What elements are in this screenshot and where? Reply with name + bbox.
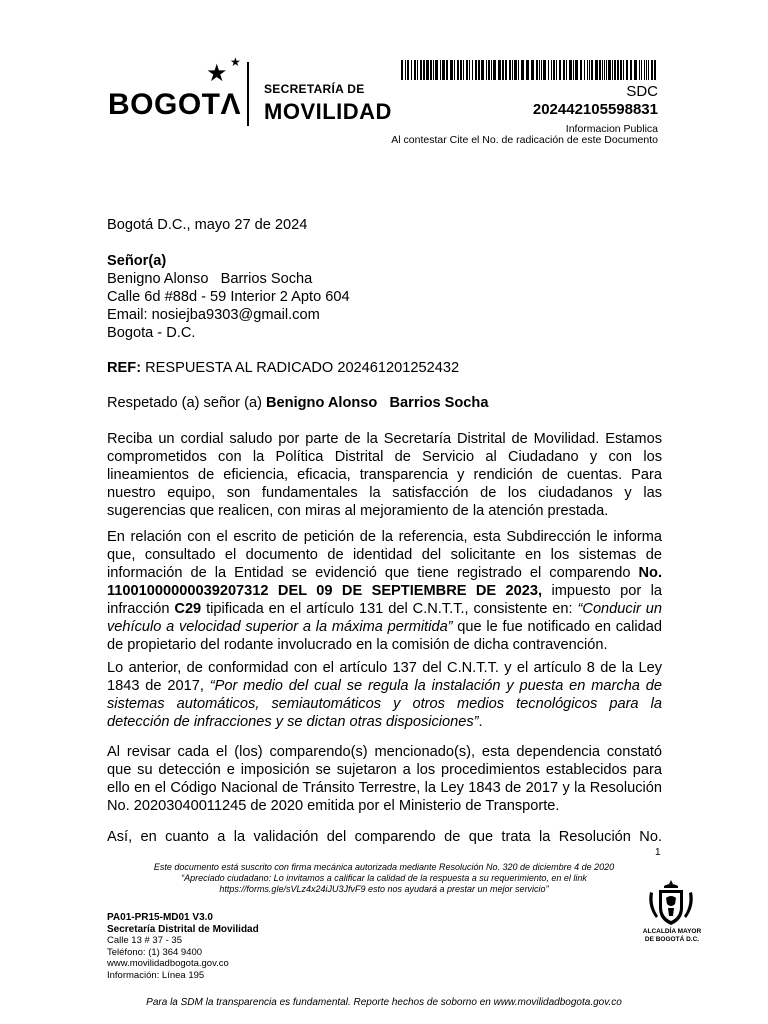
ref-label: REF: [107,360,142,376]
greeting-name: Benigno Alonso Barrios Socha [266,395,489,411]
barcode-bar [493,60,496,80]
logo-movilidad: MOVILIDAD [264,99,392,124]
infraction-description: “Conducir un vehículo a velocidad superior a la máxima permitida” [107,601,662,635]
barcode-bar [551,60,552,80]
barcode-bar [414,60,416,80]
barcode-bar [589,60,590,80]
barcode-bar [463,60,464,80]
crest-label-line1: ALCALDÍA MAYOR [642,928,702,935]
barcode-bar [639,60,640,80]
barcode-bar [634,60,637,80]
greeting-prefix: Respetado (a) señor (a) [107,395,266,411]
date-line: Bogotá D.C., mayo 27 de 2024 [107,217,308,233]
barcode-bar [491,60,492,80]
barcode-bar [646,60,647,80]
barcode-bar [472,60,473,80]
para2-text-e: tipificada en el artículo 131 del C.N.T.T., consistente en: [201,601,578,617]
phone: Teléfono: (1) 364 9400 [107,946,203,958]
barcode-bar [526,60,529,80]
recipient-address: Calle 6d #88d - 59 Interior 2 Apto 604 [107,289,350,305]
barcode-bar [620,60,622,80]
barcode-bar [442,60,445,80]
barcode-bar [435,60,438,80]
star-icon: ★ [206,60,228,87]
barcode-bar [569,60,572,80]
crest-label-line2: DE BOGOTÁ D.C. [644,936,700,943]
barcode-bar [651,60,653,80]
barcode-bar [454,60,455,80]
barcode-bar [521,60,524,80]
barcode-bar [626,60,628,80]
bogota-movilidad-logo [108,55,392,132]
para2-text-g: que le fue notificado en calidad de propietario del rodante involucrado en la comisión de dicha contravención. [107,619,662,653]
barcode-bar [604,60,605,80]
barcode-bar [457,60,459,80]
barcode-bar [433,60,434,80]
barcode-bar [411,60,412,80]
barcode-bar [575,60,578,80]
para2-text-c: impuesto por la infracción [107,583,662,617]
barcode-bar [518,60,519,80]
info-publica: Informacion Publica [565,123,658,135]
law-quote: “Por medio del cual se regula la instalación y puesta en marcha de sistemas automáticos, semiautomáticos y otros medios tecnológicos para la detección de infracciones y se dictan otras disposiciones” [107,678,662,730]
barcode-bar [606,60,607,80]
barcode-bar [446,60,448,80]
para2-text-a: En relación con el escrito de petición de la referencia, esta Subdirección le informa que, consultado el documento de identidad del solicitante en los sistemas de información de la Entidad se evidenció que tiene registrado el comparendo [107,529,662,581]
barcode-bar [563,60,565,80]
barcode-bar [608,60,611,80]
barcode-bar [559,60,561,80]
barcode-bar [450,60,453,80]
bogota-crest-icon [642,878,700,928]
barcode-bar [580,60,582,80]
barcode-bar [430,60,432,80]
barcode-bar [512,60,513,80]
paragraph-validation: Así, en cuanto a la validación del comparendo de que trata la Resolución No. [107,829,662,845]
recipient-block [107,252,662,342]
barcode-bar [405,60,406,80]
barcode-bar [614,60,616,80]
barcode-bar [539,60,540,80]
barcode-bar [481,60,484,80]
small-star-icon: ★ [230,55,241,69]
para3-text-a: Lo anterior, de conformidad con el artículo 137 del C.N.T.T. y el artículo 8 de la Ley 1843 de 2017, [107,660,662,694]
comparendo-number: No. 11001000000039207312 DEL 09 DE SEPTIEMBRE DE 2023, [107,565,662,599]
barcode-bar [502,60,504,80]
barcode-bar [602,60,603,80]
barcode-bar [514,60,517,80]
barcode-bar [591,60,593,80]
barcode-bar [475,60,477,80]
barcode-bar [595,60,598,80]
barcode-bar [541,60,542,80]
barcode-bar [644,60,645,80]
paragraph-comparendo [107,528,662,654]
sdc-label: SDC [626,83,658,100]
barcode-bar [536,60,538,80]
barcode-bar [630,60,632,80]
logo-wordmark: BOGOTΛ [108,88,242,121]
footer-contact [107,912,259,981]
transparency-note: Para la SDM la transparencia es fundamental. Reporte hechos de soborno en www.movilidadbogota.gov.co [146,997,622,1008]
barcode-bar [566,60,567,80]
recipient-email: Email: nosiejba9303@gmail.com [107,307,320,323]
barcode-bar [654,60,656,80]
barcode-bar [505,60,507,80]
barcode-bar [648,60,649,80]
barcode [401,60,658,80]
doc-code: PA01-PR15-MD01 V3.0 [107,912,213,923]
barcode-bar [423,60,425,80]
logo-secretaria: SECRETARÍA DE [264,82,365,96]
barcode-bar [498,60,501,80]
barcode-bar [466,60,468,80]
page-number: 1 [655,847,661,858]
barcode-bar [587,60,588,80]
paragraph-legal-basis [107,659,662,731]
barcode-bar [401,60,403,80]
barcode-bar [460,60,462,80]
barcode-bar [623,60,624,80]
cite-note: Al contestar Cite el No. de radicación de este Documento [391,134,658,146]
reference-line [107,359,662,377]
logo-divider [247,62,249,126]
barcode-bar [553,60,555,80]
infraction-code: C29 [174,601,202,617]
barcode-bar [420,60,422,80]
recipient-city: Bogota - D.C. [107,325,196,341]
barcode-bar [486,60,487,80]
recipient-name: Benigno Alonso Barrios Socha [107,271,313,287]
barcode-bar [548,60,549,80]
barcode-bar [556,60,557,80]
para3-text-c: . [478,714,483,730]
entity-name: Secretaría Distrital de Movilidad [107,923,259,935]
barcode-bar [407,60,409,80]
barcode-bar [641,60,642,80]
survey-note-line1: “Apreciado ciudadano: Lo invitamos a calificar la calidad de la respuesta a su requerimiento, en el link [181,873,587,883]
street-address: Calle 13 # 37 - 35 [107,935,182,946]
survey-note-line2: https://forms.gle/sVLz4x24iJU3JfvF9 esto nos ayudará a prestar un mejor servicio” [219,884,549,894]
barcode-bar [509,60,511,80]
paragraph-review: Al revisar cada el (los) comparendo(s) mencionado(s), esta dependencia constató que su detección e imposición se sujetaron a los procedimientos establecidos para ello en el Código Nacional de Tránsito Terrestre, la Ley 1843 de 2017 y la Resolución No. 20203040011245 de 2020 emitida por el Ministerio de Transporte. [107,744,662,814]
barcode-bar [612,60,613,80]
barcode-bar [599,60,601,80]
barcode-bar [440,60,441,80]
barcode-bar [531,60,534,80]
radicado-number: 202442105598831 [532,101,658,118]
barcode-bar [488,60,490,80]
signature-note: Este documento está suscrito con firma mecánica autorizada mediante Resolución No. 320 de diciembre 4 de 2020 [153,862,615,872]
barcode-bar [426,60,429,80]
barcode-bar [573,60,574,80]
barcode-bar [478,60,480,80]
website: www.movilidadbogota.gov.co [107,958,229,969]
crest-label [632,928,712,944]
barcode-bar [417,60,418,80]
info-line: Información: Línea 195 [107,969,205,981]
paragraph-intro: Reciba un cordial saludo por parte de la Secretaría Distrital de Movilidad. Estamos comprometidos con la Política Distrital de Servicio al Ciudadano y con los lineamientos de eficiencia, eficacia, transparencia y rendición de cuentas. Para nuestro equipo, son fundamentales la satisfacción de los ciudadanos y las sugerencias que realicen, con miras al mejoramiento de la atención prestada. [107,431,662,519]
salutation-title: Señor(a) [107,253,167,269]
barcode-bar [617,60,619,80]
barcode-bar [469,60,470,80]
barcode-bar [584,60,585,80]
ref-text: RESPUESTA AL RADICADO 202461201252432 [141,360,460,376]
greeting-line [107,394,662,412]
barcode-bar [543,60,546,80]
